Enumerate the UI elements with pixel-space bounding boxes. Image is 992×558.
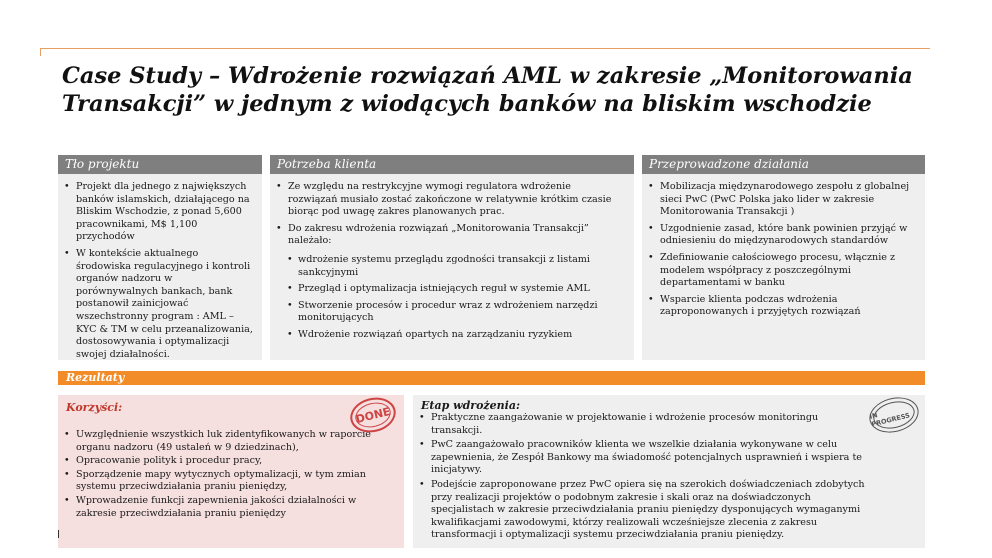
column-heading: Potrzeba klienta [277, 157, 377, 171]
results-bar [58, 371, 925, 385]
list-item: • Stworzenie procesów i procedur wraz z wdrożeniem narzędzi monitorujących [274, 300, 620, 325]
list-item: • Sporządzenie mapy wytycznych optymalizacji, w tym zmian systemu przeciwdziałania praniu pieniędzy, [62, 469, 380, 494]
list-item: • Do zakresu wdrożenia rozwiązań „Monitorowania Transakcji” należało: [274, 223, 620, 248]
list-item: • Mobilizacja międzynarodowego zespołu z globalnej sieci PwC (PwC Polska jako lider w zakresie Monitorowania Transakcji ) [646, 181, 915, 219]
list-item: • Uzgodnienie zasad, które bank powinien przyjąć w odniesieniu do międzynarodowych standardów [646, 223, 915, 248]
list-item: • wdrożenie systemu przeglądu zgodności transakcji z listami sankcyjnymi [274, 254, 620, 279]
list-item: • Podejście zaproponowane przez PwC opiera się na szerokich doświadczeniach zdobytych przy realizacji projektów o podobnym zakresie i skali oraz na doświadczonych specjalistach w zakresie przeciwdziałania praniu pieniędzy dysponujących wymaganymi kwalifikacjami zawodowymi, którzy realizowali wcześniejsze zlecenia z zakresu transformacji i optymalizacji systemu przeciwdziałania praniu pieniędzy. [417, 479, 867, 542]
list-item: • Zdefiniowanie całościowego procesu, włącznie z modelem współpracy z poszczególnymi departamentami w banku [646, 252, 915, 290]
list-item: • PwC zaangażowało pracowników klienta we wszelkie działania wykonywane w celu zapewnienia, że Zespół Bankowy ma świadomość potencjalnych usprawnień i wspiera te inicjatywy. [417, 439, 867, 477]
page-title: Case Study – Wdrożenie rozwiązań AML w zakresie „Monitorowania Transakcji” w jednym z wiodących banków na bliskim wschodzie [62, 63, 913, 117]
done-stamp-label: DONE [354, 404, 392, 426]
list-item: • Praktyczne zaangażowanie w projektowanie i wdrożenie procesów monitoringu transakcji. [417, 412, 867, 437]
bullet-list [58, 174, 262, 361]
top-rule [40, 48, 930, 49]
implementation-stage-box [413, 395, 925, 548]
column-heading: Tło projektu [65, 157, 140, 171]
in-progress-stamp-label: IN PROGRESS [868, 411, 911, 429]
column-heading-background [58, 155, 262, 174]
bullet-list [642, 174, 925, 319]
column-background-project [58, 174, 262, 360]
benefits-heading: Korzyści: [66, 401, 123, 414]
column-heading-background [270, 155, 634, 174]
top-rule-tick [40, 48, 41, 56]
list-item: • Ze względu na restrykcyjne wymogi regulatora wdrożenie rozwiązań musiało zostać zakończone w relatywnie krótkim czasie biorąc pod uwagę zakres planowanych prac. [274, 181, 620, 219]
results-heading: Rezultaty [66, 371, 125, 384]
list-item: • Wsparcie klienta podczas wdrożenia zaproponowanych i przyjętych rozwiązań [646, 294, 915, 319]
list-item: • Przegląd i optymalizacja istniejących reguł w systemie AML [274, 283, 620, 296]
list-item: • W kontekście aktualnego środowiska regulacyjnego i kontroli organów nadzoru w porównywalnych bankach, bank postanowił zainicjować wszechstronny program : AML – KYC & TM w celu przeanalizowania, dostosowywania i optymalizacji swojej działalności. [62, 248, 254, 361]
list-item: • Uwzględnienie wszystkich luk zidentyfikowanych w raporcie organu nadzoru (49 ustaleń w 9 dziedzinach), [62, 429, 380, 454]
column-actions [642, 174, 925, 360]
list-item: • Projekt dla jednego z największych banków islamskich, działającego na Bliskim Wschodzie, z ponad 5,600 pracownikami, M$ 1,100 przychodów [62, 181, 254, 244]
column-heading-background [642, 155, 925, 174]
bullet-list [270, 174, 634, 248]
column-client-need [270, 174, 634, 360]
list-item: • Wdrożenie rozwiązań opartych na zarządzaniu ryzykiem [274, 329, 620, 342]
left-tick [58, 530, 59, 538]
bullet-list [62, 429, 380, 521]
stage-heading: Etap wdrożenia: [421, 399, 521, 412]
bullet-list [417, 412, 867, 544]
list-item: • Wprowadzenie funkcji zapewnienia jakości działalności w zakresie przeciwdziałania praniu pieniędzy [62, 495, 380, 520]
column-heading: Przeprowadzone działania [649, 157, 809, 171]
sub-bullet-list [270, 252, 634, 342]
list-item: • Opracowanie polityk i procedur pracy, [62, 455, 380, 468]
